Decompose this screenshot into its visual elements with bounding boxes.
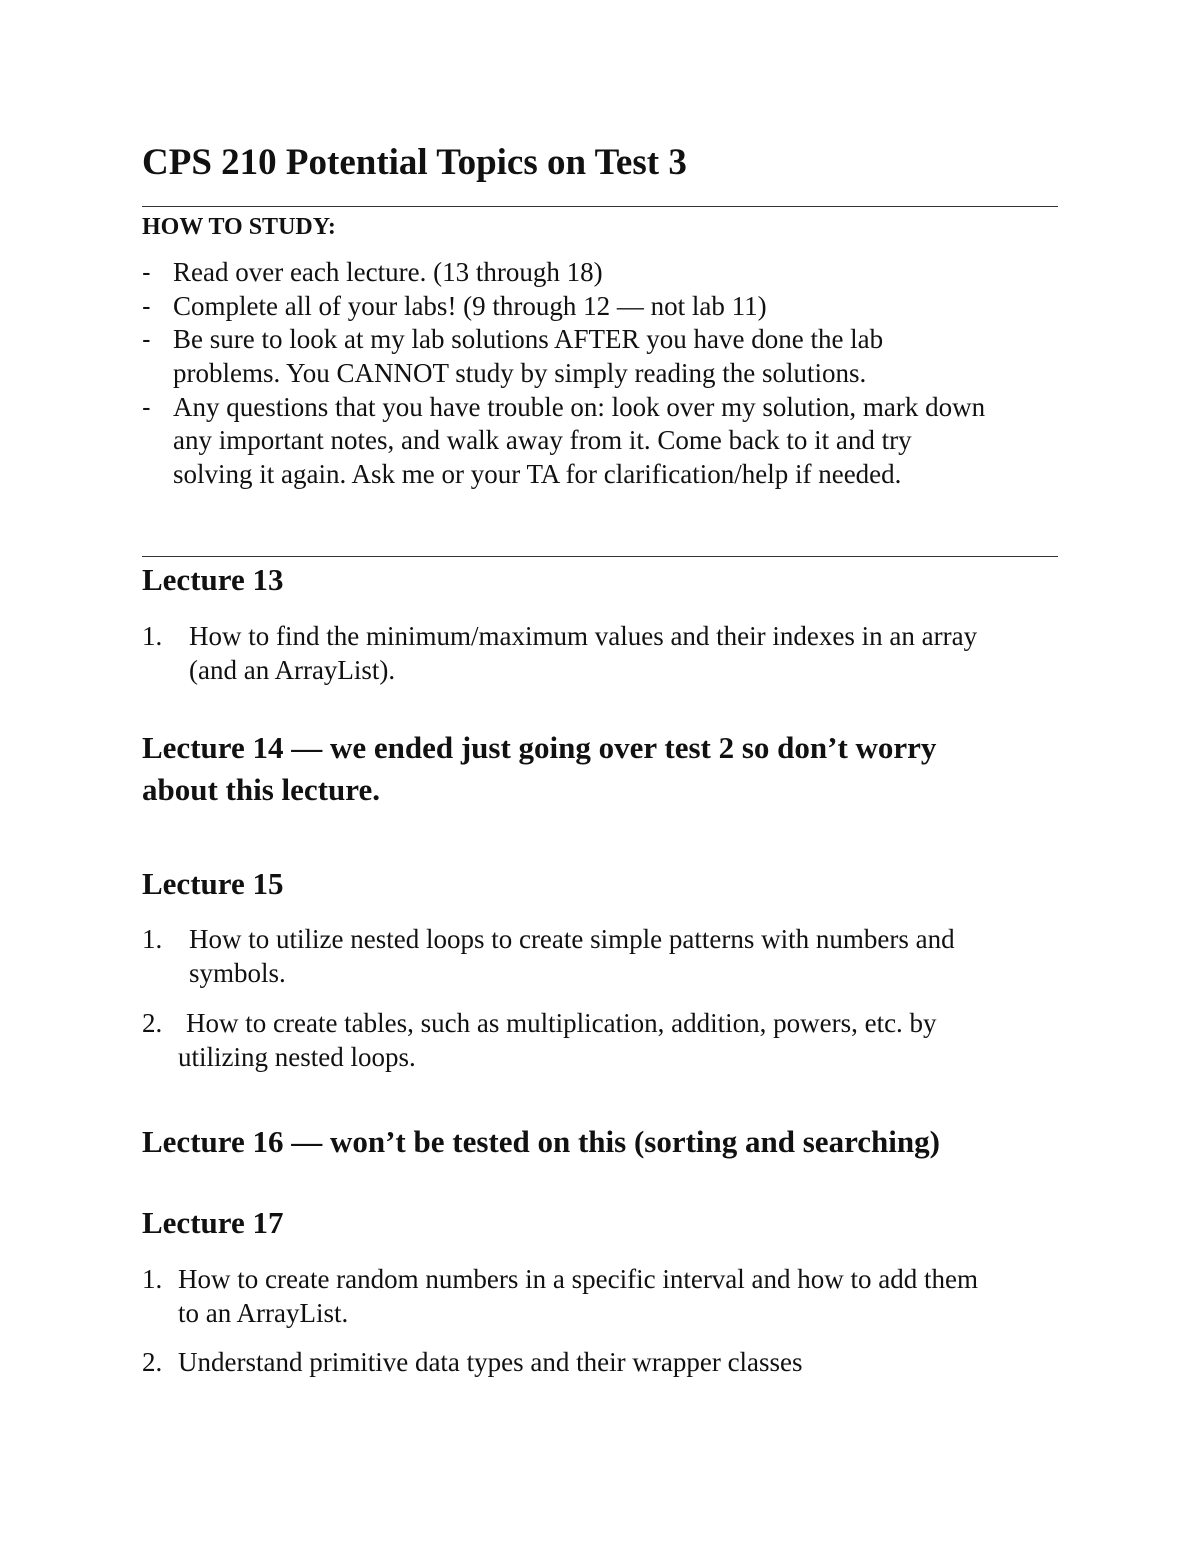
study-item-line: Any questions that you have trouble on: look over my solution, mark down [173, 392, 986, 422]
lecture-item-line: to an ArrayList. [178, 1298, 349, 1328]
lecture-heading: about this lecture. [142, 772, 380, 807]
lecture-item-line: utilizing nested loops. [178, 1042, 416, 1072]
lecture-heading: Lecture 16 — won’t be tested on this (sorting and searching) [142, 1124, 940, 1159]
item-number: 1. [142, 924, 163, 954]
study-item-line: Be sure to look at my lab solutions AFTER you have done the lab [173, 324, 884, 354]
how-to-study-heading: HOW TO STUDY: [142, 214, 336, 240]
lecture-heading: Lecture 13 [142, 562, 284, 597]
lecture-heading: Lecture 14 — we ended just going over test 2 so don’t worry [142, 730, 937, 765]
bullet-marker: - [142, 392, 151, 422]
lecture-item-line: (and an ArrayList). [189, 655, 396, 685]
title-divider [142, 206, 1058, 207]
lecture-heading: Lecture 15 [142, 866, 284, 901]
study-item-line: Read over each lecture. (13 through 18) [173, 257, 603, 287]
study-item-line: Complete all of your labs! (9 through 12 — not lab 11) [173, 291, 767, 321]
study-item-line: problems. You CANNOT study by simply reading the solutions. [173, 358, 867, 388]
item-number: 1. [142, 621, 163, 651]
study-item-line: solving it again. Ask me or your TA for clarification/help if needed. [173, 459, 902, 489]
section-divider [142, 556, 1058, 557]
lecture-heading: Lecture 17 [142, 1205, 284, 1240]
lecture-item-line: How to find the minimum/maximum values and their indexes in an array [189, 621, 978, 651]
lecture-item-line: symbols. [189, 958, 286, 988]
study-item-line: any important notes, and walk away from it. Come back to it and try [173, 425, 912, 455]
item-number: 1. [142, 1264, 163, 1294]
lecture-item-line: Understand primitive data types and their wrapper classes [178, 1347, 803, 1377]
lecture-item-line: How to create random numbers in a specific interval and how to add them [178, 1264, 978, 1294]
bullet-marker: - [142, 257, 151, 287]
lecture-item-line: How to utilize nested loops to create simple patterns with numbers and [189, 924, 955, 954]
item-number: 2. [142, 1008, 163, 1038]
item-number: 2. [142, 1347, 163, 1377]
lecture-item-line: How to create tables, such as multiplication, addition, powers, etc. by [186, 1008, 937, 1038]
bullet-marker: - [142, 324, 151, 354]
document-title: CPS 210 Potential Topics on Test 3 [142, 142, 687, 183]
bullet-marker: - [142, 291, 151, 321]
